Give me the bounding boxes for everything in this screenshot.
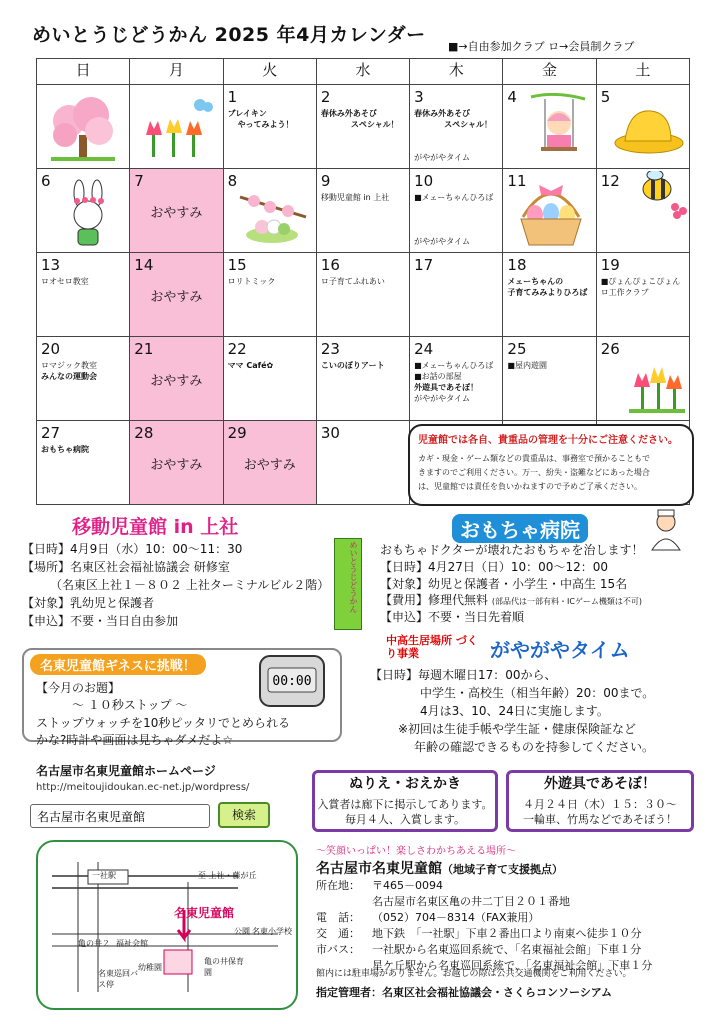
stopwatch-icon <box>256 652 328 710</box>
info-line <box>316 910 652 926</box>
page-title: めいとうじどうかん 2025 年4月カレンダー <box>32 24 426 46</box>
day-cell <box>316 337 409 421</box>
calendar-week <box>37 253 690 337</box>
toy-hospital-title: おもちゃ病院 <box>452 514 588 543</box>
access-label: 交 通： <box>316 926 360 940</box>
info-line: 【対象】乳幼児と保護者 <box>22 596 155 610</box>
day-number: 11 <box>507 172 527 190</box>
outdoor-play-box <box>506 770 694 832</box>
day-number: 23 <box>320 340 340 358</box>
day-number: 9 <box>320 172 331 190</box>
outdoor-play-title: 外遊具であそぼ！ <box>544 776 656 792</box>
day-cell <box>503 253 596 337</box>
event-label: ■屋内遊園 <box>507 361 547 371</box>
day-number: 10 <box>414 172 434 190</box>
day-number: 21 <box>134 340 154 358</box>
yellow-hat-icon <box>611 103 685 155</box>
gayagaya-subtitle: 中高生居場所 づくり事業 <box>386 634 478 661</box>
access: 地下鉄 「一社駅」下車２番出口より南東へ徒歩１０分 <box>372 926 642 940</box>
access-map <box>36 840 298 1010</box>
event-label: がやがやタイム <box>414 393 470 403</box>
closed-label: おやすみ <box>150 458 203 473</box>
info-line <box>380 592 644 609</box>
closed-label: おやすみ <box>150 374 203 389</box>
day-number: 24 <box>414 340 434 358</box>
info-line: 中学生・高校生（相当年齢）20：00まで。 <box>420 686 655 700</box>
calendar-week <box>37 85 690 169</box>
contact-info <box>316 878 652 974</box>
day-cell <box>223 253 316 337</box>
org-subtitle: （地域子育て支援拠点） <box>442 863 563 876</box>
day-number: 13 <box>41 256 61 274</box>
weekday-thu: 木 <box>410 59 503 85</box>
gayagaya-info <box>370 666 654 756</box>
day-cell-closed <box>223 421 316 505</box>
day-cell-closed <box>130 421 223 505</box>
day-cell-empty <box>37 85 130 169</box>
info-line: 年齢の確認できるものを持参してください。 <box>414 740 655 754</box>
event-label: ロマジック教室 <box>41 361 97 371</box>
closed-label: おやすみ <box>243 458 296 473</box>
day-number: 5 <box>600 88 611 106</box>
day-cell <box>316 85 409 169</box>
address: 名古屋市名東区亀の井二丁目２０１番地 <box>372 894 570 908</box>
girl-on-swing-icon <box>525 93 591 165</box>
event-label: おもちゃ病院 <box>41 445 89 455</box>
day-cell <box>223 337 316 421</box>
guinness-title: 名東児童館ギネスに挑戦！ <box>30 654 206 675</box>
info-line: 【日時】毎週木曜日17：00から、 <box>370 668 557 682</box>
event-label: ■お話の部屋 <box>414 372 462 382</box>
info-line: ストップウォッチを10秒ピッタリでとめられる <box>36 715 290 730</box>
org-name <box>316 858 563 878</box>
valuables-notice <box>408 424 694 506</box>
sakura-mochi-icon <box>236 187 310 247</box>
day-cell-closed <box>130 253 223 337</box>
info-line: 一輪車、竹馬などであそぼう！ <box>523 812 677 826</box>
event-label: メェーちゃんの <box>507 277 564 287</box>
org-title: 名古屋市名東児童館 <box>316 861 442 877</box>
search-button[interactable]: 検索 <box>218 802 270 828</box>
tulips-icon <box>627 359 687 415</box>
event-label: 外遊具であそぼ！ <box>414 382 479 392</box>
day-cell <box>503 337 596 421</box>
event-label: 移動児童館 in 上社 <box>320 193 390 203</box>
event-label: スペシャル！ <box>350 120 399 130</box>
parking-note: 館内には駐車場がありません。お越しの際は公共交通機関をご利用ください。 <box>316 969 632 979</box>
day-number: 16 <box>320 256 340 274</box>
weekday-mon: 月 <box>130 59 223 85</box>
day-number: 28 <box>134 424 154 442</box>
bunny-icon <box>61 179 115 251</box>
day-number: 30 <box>320 424 340 442</box>
weekday-sun: 日 <box>37 59 130 85</box>
tel: （052）704－8314（FAX兼用） <box>372 910 540 924</box>
event-label: 春休み外あそび <box>320 109 377 119</box>
info-line: 【対象】幼児と保護者・小学生・中高生 15名 <box>380 576 628 591</box>
event-label: みんなの運動会 <box>41 372 97 382</box>
info-line: （名東区上社１－８０２ 上社ターミナルビル２階） <box>50 578 330 592</box>
day-cell <box>410 337 503 421</box>
info-line: 入賞者は廊下に掲示してあります。 <box>317 797 493 811</box>
info-line <box>316 878 652 894</box>
tel-label: 電 話： <box>316 910 360 924</box>
info-line <box>316 926 652 942</box>
day-number: 8 <box>227 172 238 190</box>
info-line: 【場所】名東区社会福祉協議会 研修室 <box>22 560 230 574</box>
weekday-fri: 金 <box>503 59 596 85</box>
day-cell <box>596 85 689 169</box>
day-number: 2 <box>320 88 331 106</box>
info-line: 【今月のお題】 <box>36 681 121 695</box>
day-cell <box>503 85 596 169</box>
event-label: がやがやタイム <box>414 237 470 247</box>
event-label: がやがやタイム <box>414 153 470 163</box>
info-line: 【日時】4月9日（水）10：00～11：30 <box>22 542 243 556</box>
day-number: 17 <box>414 256 434 274</box>
homepage-url[interactable]: http://meitoujidoukan.ec-net.jp/wordpress/ <box>36 782 250 793</box>
info-line: 4月は3、10、24日に実施します。 <box>420 704 609 718</box>
map-label: 亀の井保育園 <box>204 957 244 977</box>
event-label: 春休み外あそび <box>414 109 471 119</box>
map-label: 亀の井２ <box>78 939 110 948</box>
info-line: 【日時】4月27日（日）10：00～12：00 <box>380 559 608 574</box>
map-label: 幼稚園 <box>138 963 162 972</box>
map-jidoukan-label: 名東児童館 <box>174 906 235 920</box>
day-cell <box>316 169 409 253</box>
cherry-tree-icon <box>47 91 119 163</box>
bee-icon <box>633 171 689 221</box>
day-cell <box>316 421 409 505</box>
day-number: 1 <box>227 88 238 106</box>
closed-label: おやすみ <box>150 290 203 305</box>
tagline: ～笑顔いっぱい！楽しさわかちあえる場所～ <box>316 846 516 857</box>
weekday-wed: 水 <box>316 59 409 85</box>
mobile-jidoukan-title: 移動児童館 in 上社 <box>72 516 239 538</box>
notice-line: は、児童館では責任を負いかねますので予めご了承ください。 <box>418 481 642 491</box>
zip: 〒465－0094 <box>372 879 443 892</box>
tulip-and-butterfly-icon <box>138 95 216 165</box>
jidoukan-book-illustration: めいとうじどうかん <box>334 538 362 630</box>
bus-label: 市バス： <box>316 942 360 956</box>
mobile-jidoukan-info <box>22 540 329 630</box>
event-label: スペシャル！ <box>444 120 492 130</box>
event-label: こいのぼりアート <box>320 361 385 371</box>
cost-note: (部品代は一部有料・ICゲーム機類は不可) <box>491 597 643 607</box>
map-label: 福祉会館 <box>116 939 148 948</box>
address-label: 所在地： <box>316 879 360 892</box>
day-number: 14 <box>134 256 154 274</box>
info-line: かな?時計や画面は見ちゃダメだよ☆ <box>36 733 234 748</box>
event-label: ロオセロ教室 <box>41 277 89 287</box>
event-label: ロ工作クラブ <box>600 288 649 298</box>
day-number: 7 <box>134 172 144 190</box>
day-cell <box>410 85 503 169</box>
nurie-box <box>312 770 498 832</box>
day-cell <box>37 169 130 253</box>
club-legend: ■→自由参加クラブ ロ→会員制クラブ <box>448 40 635 53</box>
day-cell <box>37 421 130 505</box>
map-drawing <box>38 842 296 1008</box>
day-cell <box>37 337 130 421</box>
day-number: 27 <box>41 424 61 442</box>
cost-label: 【費用】修理代無料 <box>380 593 489 608</box>
day-cell <box>223 85 316 169</box>
bus-route-2: 星ケ丘駅から名東巡回系統で、「名東福祉会館」下車１分 <box>372 958 653 972</box>
info-line: ４月２４日（木）１５：３０～ <box>523 797 677 811</box>
info-line: おもちゃドクターが壊れたおもちゃを治します！ <box>380 543 644 557</box>
stopwatch-display: 00:00 <box>272 674 312 689</box>
day-number: 4 <box>507 88 517 106</box>
info-line: ～ １０秒ストップ ～ <box>72 698 188 713</box>
event-label: やってみよう！ <box>237 120 294 130</box>
map-label: 名東小学校 <box>252 927 292 936</box>
day-number: 3 <box>414 88 424 106</box>
info-line: ※初回は生徒手帳や学生証・健康保険証など <box>398 722 637 736</box>
day-cell <box>37 253 130 337</box>
weekday-sat: 土 <box>596 59 689 85</box>
day-number: 20 <box>41 340 61 358</box>
day-cell <box>596 169 689 253</box>
event-label: 子育てみみよりひろば <box>507 288 588 298</box>
nurie-title: ぬりえ・おえかき <box>349 776 461 792</box>
calendar-week <box>37 169 690 253</box>
map-label: 名東巡回バス停 <box>98 969 138 989</box>
toy-hospital-info <box>380 542 644 626</box>
day-number: 15 <box>227 256 247 274</box>
event-label: ママ Café✿ <box>227 361 274 371</box>
day-number: 12 <box>600 172 620 190</box>
doctor-icon <box>646 508 686 552</box>
day-cell <box>596 253 689 337</box>
day-cell-closed <box>130 169 223 253</box>
easter-basket-icon <box>513 177 589 251</box>
calendar-week <box>37 337 690 421</box>
event-label: ■メェーちゃんひろば <box>414 361 494 371</box>
gayagaya-title: がやがやタイム <box>490 638 630 662</box>
info-line <box>316 942 652 958</box>
map-station-label: 一社駅 <box>92 871 116 880</box>
notice-line: カギ・現金・ゲーム類などの貴重品は、事務室で預かることもで <box>418 453 650 463</box>
homepage-title: 名古屋市名東児童館ホームページ <box>36 764 216 778</box>
map-label: 公園 <box>234 927 250 936</box>
info-line: 【申込】不要・当日先着順 <box>380 610 525 625</box>
notice-line: きますのでご利用ください。万一、紛失・盗難などにあった場合 <box>418 467 650 477</box>
manager-line: 指定管理者：名東区社会福祉協議会・さくらコンソーシアム <box>316 986 613 999</box>
closed-label: おやすみ <box>150 206 203 221</box>
day-number: 25 <box>507 340 527 358</box>
day-cell-empty <box>130 85 223 169</box>
day-cell <box>503 169 596 253</box>
day-cell-closed <box>130 337 223 421</box>
event-label: ■ぴょんぴょこぴょん <box>600 277 681 287</box>
weekday-tue: 火 <box>223 59 316 85</box>
day-cell <box>316 253 409 337</box>
day-number: 26 <box>600 340 620 358</box>
day-number: 29 <box>227 424 247 442</box>
info-line: 毎月４人、入賞します。 <box>344 812 466 826</box>
event-label: ロ子育てふれあい <box>320 277 385 287</box>
event-label: ■メェーちゃんひろば <box>414 193 494 203</box>
day-number: 18 <box>507 256 527 274</box>
map-road-label: 至 上社・藤が丘 <box>198 871 257 880</box>
day-number: 22 <box>227 340 247 358</box>
day-cell <box>223 169 316 253</box>
day-cell <box>596 337 689 421</box>
info-line: 【申込】不要・当日自由参加 <box>22 614 179 628</box>
day-number: 19 <box>600 256 620 274</box>
notice-title: 児童館では各自、貴重品の管理を十分にご注意ください。 <box>418 435 678 446</box>
day-number: 6 <box>41 172 51 190</box>
day-cell <box>410 253 503 337</box>
event-label: ロリトミック <box>227 277 276 287</box>
search-input[interactable] <box>30 804 210 828</box>
guinness-body <box>36 680 290 750</box>
event-label: ブレイキン <box>227 109 267 119</box>
bus-route-1: 一社駅から名東巡回系統で、「名東福祉会館」下車１分 <box>372 942 642 956</box>
day-cell <box>410 169 503 253</box>
